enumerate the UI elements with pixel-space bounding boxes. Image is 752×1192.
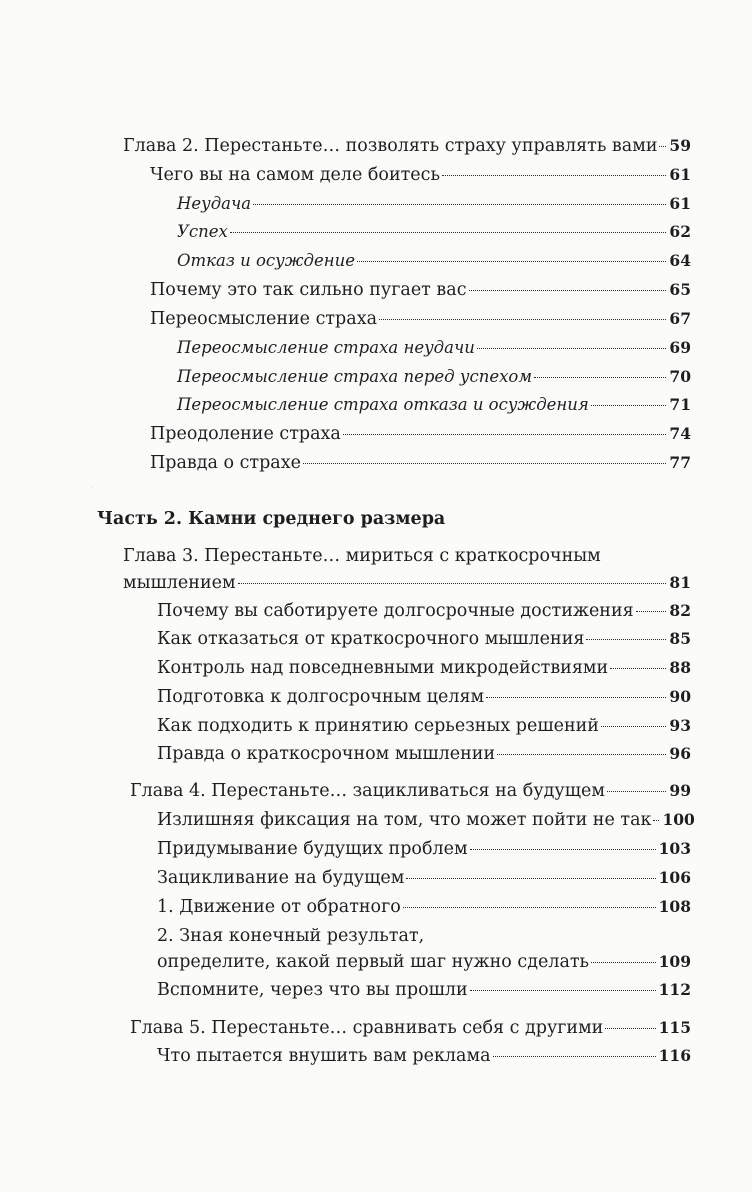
toc-entry[interactable] xyxy=(150,309,691,329)
chapter-title-cont: мышлением xyxy=(123,573,236,593)
toc-subentry[interactable] xyxy=(177,395,691,415)
toc-entry[interactable] xyxy=(157,868,691,888)
entry-label: Преодоление страха xyxy=(150,424,341,444)
dot-leader xyxy=(493,1056,656,1057)
dot-leader xyxy=(230,232,667,233)
dot-leader xyxy=(477,348,667,349)
dot-leader xyxy=(607,791,666,792)
page-number: 96 xyxy=(669,744,691,763)
toc-entry[interactable] xyxy=(150,280,691,300)
dot-leader xyxy=(470,990,656,991)
dot-leader xyxy=(534,377,666,378)
entry-label: Как подходить к принятию серьезных решений xyxy=(157,716,599,736)
dot-leader xyxy=(343,434,667,435)
page-number: 115 xyxy=(658,1018,691,1037)
dot-leader xyxy=(303,463,666,464)
toc-chapter-5[interactable] xyxy=(130,1018,691,1038)
dot-leader xyxy=(653,820,659,821)
entry-label: Почему вы саботируете долгосрочные достижения xyxy=(157,601,634,621)
toc-subentry[interactable] xyxy=(177,367,691,387)
page-number: 99 xyxy=(669,781,691,800)
dot-leader xyxy=(659,146,666,147)
page-number: 93 xyxy=(669,716,691,735)
entry-label: Переосмысление страха xyxy=(150,309,377,329)
entry-label: Успех xyxy=(177,222,228,241)
page-number: 74 xyxy=(669,424,691,443)
entry-label: Вспомните, через что вы прошли xyxy=(157,980,468,1000)
dot-leader xyxy=(357,261,666,262)
dot-leader xyxy=(591,962,656,963)
bleed-through-text: · xyxy=(90,480,94,494)
page-number: 109 xyxy=(658,952,691,971)
dot-leader xyxy=(636,611,667,612)
entry-label: определите, какой первый шаг нужно сделать xyxy=(157,952,590,972)
dot-leader xyxy=(403,907,656,908)
page-number: 70 xyxy=(669,367,691,386)
dot-leader xyxy=(605,1028,655,1029)
page-number: 100 xyxy=(662,810,695,829)
toc-entry[interactable] xyxy=(157,897,691,917)
dot-leader xyxy=(238,583,667,584)
dot-leader xyxy=(379,319,666,320)
dot-leader xyxy=(442,175,666,176)
dot-leader xyxy=(610,668,666,669)
toc-chapter-3-line1[interactable] xyxy=(123,546,691,566)
toc-entry[interactable] xyxy=(157,716,691,736)
toc-entry[interactable] xyxy=(157,839,691,859)
entry-label: Что пытается внушить вам реклама xyxy=(157,1046,491,1066)
toc-entry[interactable] xyxy=(157,952,691,972)
chapter-title: Глава 2. Перестаньте… позволять страху управлять вами xyxy=(123,136,658,156)
entry-label: 1. Движение от обратного xyxy=(157,897,401,917)
page-number: 59 xyxy=(669,136,691,155)
chapter-title: Глава 5. Перестаньте… сравнивать себя с другими xyxy=(130,1018,604,1038)
dot-leader xyxy=(601,726,666,727)
page-number: 82 xyxy=(669,601,691,620)
toc-subentry[interactable] xyxy=(177,222,691,242)
page-number: 62 xyxy=(669,222,691,241)
page-number: 61 xyxy=(669,165,691,184)
toc-entry[interactable] xyxy=(157,658,691,678)
page-number: 69 xyxy=(669,338,691,357)
toc-entry[interactable] xyxy=(157,744,691,764)
entry-label: Зацикливание на будущем xyxy=(157,868,405,888)
entry-label: Подготовка к долгосрочным целям xyxy=(157,687,485,707)
page-number: 108 xyxy=(658,897,691,916)
toc-entry[interactable] xyxy=(157,980,691,1000)
chapter-title: Глава 4. Перестаньте… зацикливаться на будущем xyxy=(130,781,605,801)
dot-leader xyxy=(253,204,666,205)
toc-entry[interactable] xyxy=(157,1046,691,1066)
page-number: 61 xyxy=(669,194,691,213)
page-number: 64 xyxy=(669,251,691,270)
dot-leader xyxy=(486,697,666,698)
page-number: 106 xyxy=(658,868,691,887)
toc-entry[interactable] xyxy=(150,453,691,473)
entry-label: Как отказаться от краткосрочного мышления xyxy=(157,629,585,649)
page-number: 85 xyxy=(669,629,691,648)
toc-entry-line1[interactable] xyxy=(157,926,691,946)
dot-leader xyxy=(406,878,655,879)
page-number: 77 xyxy=(669,453,691,472)
entry-label: Почему это так сильно пугает вас xyxy=(150,280,467,300)
entry-label: Неудача xyxy=(177,194,252,213)
toc-subentry[interactable] xyxy=(177,194,691,214)
entry-label: Контроль над повседневными микродействиями xyxy=(157,658,609,678)
toc-entry[interactable] xyxy=(150,424,691,444)
page-number: 90 xyxy=(669,687,691,706)
entry-label: Отказ и осуждение xyxy=(177,251,355,270)
dot-leader xyxy=(586,639,666,640)
toc-entry[interactable] xyxy=(157,601,691,621)
toc-chapter-2[interactable] xyxy=(123,136,691,156)
dot-leader xyxy=(497,754,666,755)
toc-entry[interactable] xyxy=(157,629,691,649)
dot-leader xyxy=(470,849,656,850)
toc-entry[interactable] xyxy=(150,165,691,185)
page-number: 88 xyxy=(669,658,691,677)
chapter-title: Глава 3. Перестаньте… мириться с краткосрочным xyxy=(123,546,601,566)
page-number: 103 xyxy=(658,839,691,858)
entry-label: Чего вы на самом деле боитесь xyxy=(150,165,440,185)
toc-chapter-4[interactable] xyxy=(130,781,691,801)
part-heading[interactable]: Часть 2. Камни среднего размера xyxy=(97,509,446,529)
toc-entry[interactable] xyxy=(157,810,695,830)
entry-label: Придумывание будущих проблем xyxy=(157,839,468,859)
dot-leader xyxy=(591,405,667,406)
entry-label: Переосмысление страха отказа и осуждения xyxy=(177,395,589,414)
page-number: 71 xyxy=(669,395,691,414)
entry-label: Правда о краткосрочном мышлении xyxy=(157,744,496,764)
toc-subentry[interactable] xyxy=(177,338,691,358)
dot-leader xyxy=(469,290,667,291)
entry-label: Излишняя фиксация на том, что может пойти не так xyxy=(157,810,652,830)
entry-label: Правда о страхе xyxy=(150,453,301,473)
toc-entry[interactable] xyxy=(157,687,691,707)
page-number: 81 xyxy=(669,573,691,592)
page-number: 67 xyxy=(669,309,691,328)
entry-label: Переосмысление страха неудачи xyxy=(177,338,475,357)
entry-label: 2. Зная конечный результат, xyxy=(157,926,425,946)
entry-label: Переосмысление страха перед успехом xyxy=(177,367,533,386)
page-number: 116 xyxy=(658,1046,691,1065)
page-number: 65 xyxy=(669,280,691,299)
toc-chapter-3[interactable] xyxy=(123,573,691,593)
page-number: 112 xyxy=(658,980,691,999)
toc-subentry[interactable] xyxy=(177,251,691,271)
